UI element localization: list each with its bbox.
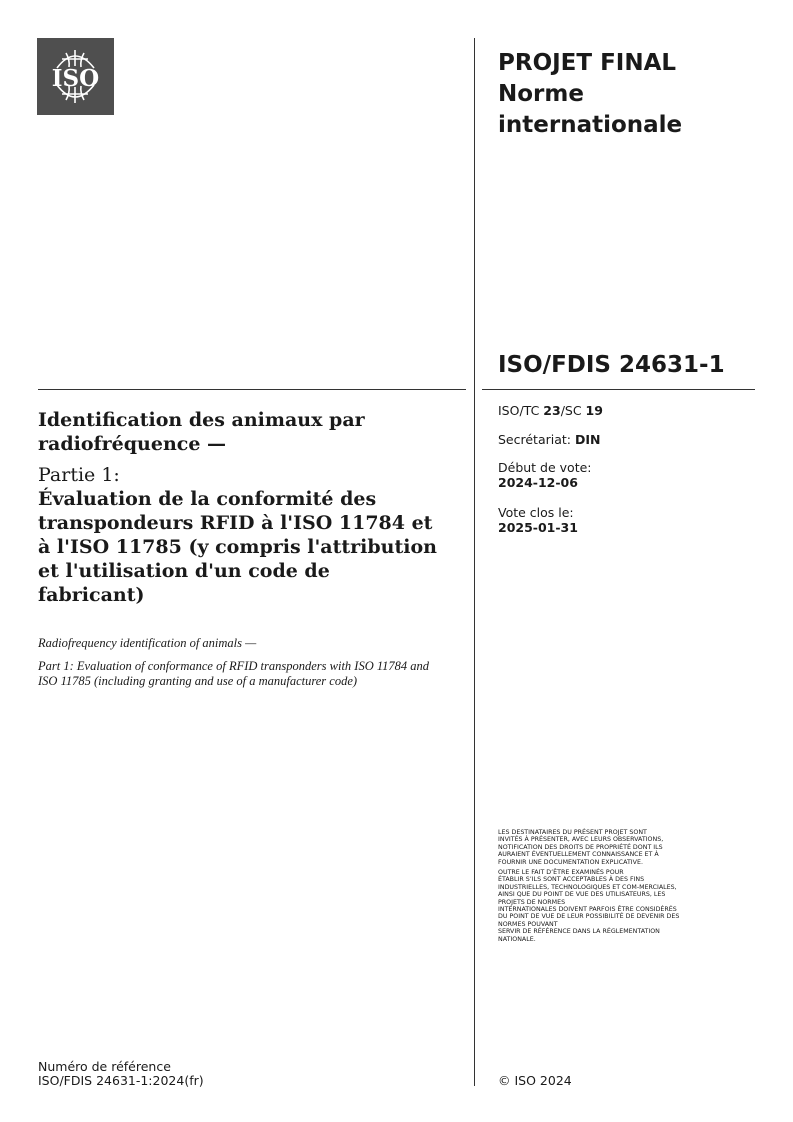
english-title-part: Part 1: Evaluation of conformance of RFID transponders with ISO 11784 and ISO 11785 (including granting and use of a manufacturer code) [38,659,430,688]
svg-text:ISO: ISO [51,65,100,92]
vote-start-label: Début de vote: [498,460,592,475]
draft-notice [498,829,758,946]
english-title-main: Radiofrequency identification of animals — [38,636,257,650]
sc-number: 19 [585,403,603,418]
status-stage: PROJET FINAL [498,50,677,76]
iso-logo [37,38,114,115]
vote-start [498,460,592,490]
tc-number: 23 [543,403,561,418]
reference-label: Numéro de référence [38,1059,171,1074]
title-subtitle: Évaluation de la conformité des transpondeurs RFID à l'ISO 11784 et à l'ISO 11785 (y compris l'attribution et l'utilisation d'un code de fabricant) [38,488,437,606]
vote-end [498,505,578,535]
title-main: Identification des animaux par radiofréquence — [38,409,365,455]
committee [498,403,603,418]
vote-end-label: Vote clos le: [498,505,574,520]
english-title [38,636,438,697]
vote-start-date: 2024-12-06 [498,475,578,490]
secretariat [498,432,600,447]
vote-end-date: 2025-01-31 [498,520,578,535]
reference-number [38,1060,204,1088]
secretariat-value: DIN [574,432,601,447]
title-part: Partie 1: [38,464,120,486]
right-rule [482,389,755,390]
copyright: © ISO 2024 [498,1073,572,1088]
column-divider [474,38,475,1086]
notice-paragraph-2: OUTRE LE FAIT D’ÊTRE EXAMINÉS POUR ÉTABLIR S’ILS SONT ACCEPTABLES À DES FINS INDUSTRIELLES, TECHNOLOGIQUES ET COM-MERCIALES, AINSI QUE DU POINT DE VUE DES UTILISATEURS, LES PROJETS DE NORMES INTERNATIONALES DOIVENT PARFOIS ÊTRE CONSIDÉRÉS DU POINT DE VUE DE LEUR POSSIBILITÉ DE DEVENIR DES NORMES POUVANT SERVIR DE RÉFÉRENCE DANS LA RÉGLEMENTATION NATIONALE. [498,869,680,943]
committee-prefix: ISO/TC [498,403,544,418]
left-rule [38,389,466,390]
document-number: ISO/FDIS 24631-1 [498,352,725,378]
secretariat-label: Secrétariat: [498,432,575,447]
status-type: Norme [498,81,584,107]
reference-value: ISO/FDIS 24631-1:2024(fr) [38,1073,204,1088]
committee-sep: /SC [560,403,586,418]
french-title [38,408,438,607]
status-type-2: internationale [498,112,683,138]
notice-paragraph-1: LES DESTINATAIRES DU PRÉSENT PROJET SONT INVITÉS À PRÉSENTER, AVEC LEURS OBSERVATIONS, NOTIFICATION DES DROITS DE PROPRIÉTÉ DONT ILS AURAIENT ÉVENTUELLEMENT CONNAISSANCE ET À FOURNIR UNE DOCUMENTATION EXPLICATIVE. [498,829,664,866]
document-status [498,48,682,141]
